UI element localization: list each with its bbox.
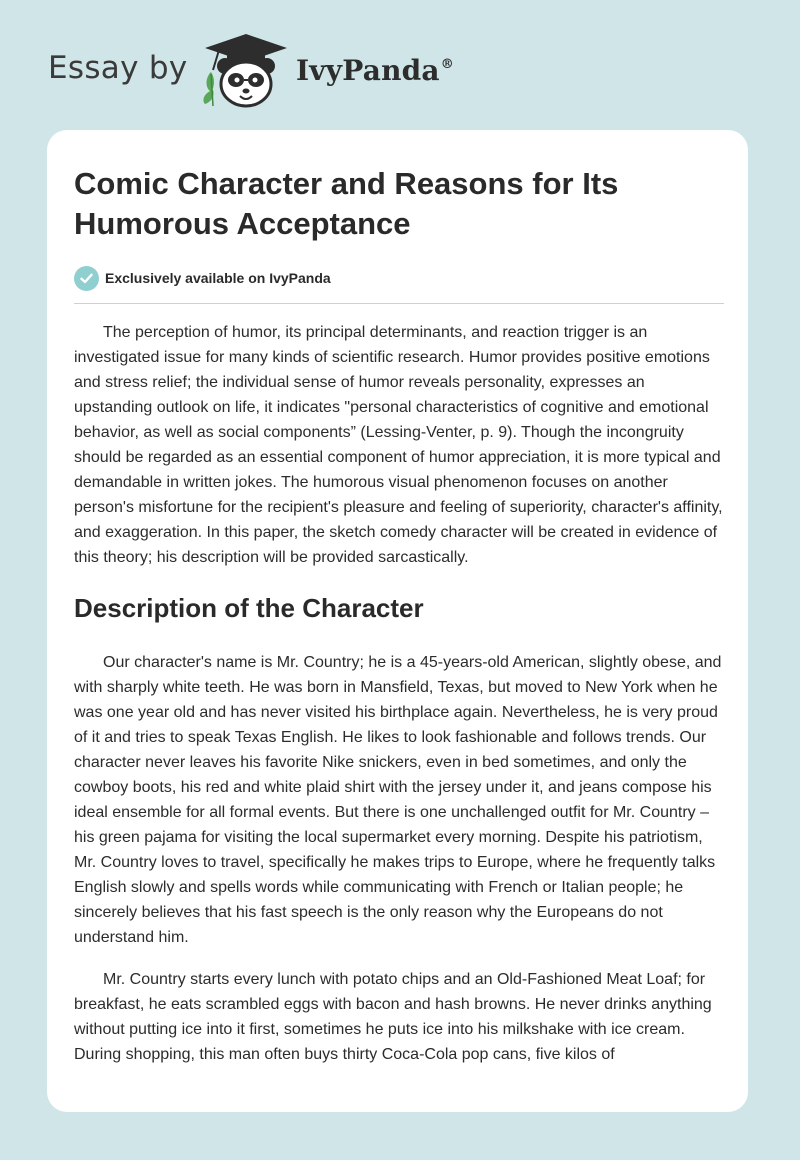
essay-content	[74, 164, 724, 1067]
exclusive-badge-text: Exclusively available on IvyPanda	[105, 270, 331, 286]
title-divider	[74, 303, 724, 304]
intro-paragraph: The perception of humor, its principal determinants, and reaction trigger is an investigated issue for many kinds of scientific research. Humor provides positive emotions and stress relief; the individual sense of humor reveals personality, expresses an upstanding outlook on life, it indicates "personal characteristics of cognitive and emotional behavior, as well as social components” (Lessing-Venter, p. 9). Though the incongruity should be regarded as an essential component of humor appreciation, it is more typical and demandable in written jokes. The humorous visual phenomenon focuses on another person's misfortune for the recipient's pleasure and feeling of superiority, character's affinity, and exaggeration. In this paper, the sketch comedy character will be created in evidence of this theory; his description will be provided sarcastically.	[74, 324, 723, 566]
essay-by-label: Essay by	[48, 50, 188, 86]
brand-name-text: IvyPanda	[296, 54, 440, 87]
registered-mark: ®	[440, 56, 454, 72]
essay-card	[47, 130, 748, 1112]
brand-name[interactable]	[296, 54, 454, 87]
section-paragraph-2: Mr. Country starts every lunch with potato chips and an Old-Fashioned Meat Loaf; for breakfast, he eats scrambled eggs with bacon and hash browns. He never drinks anything without putting ice into it first, sometimes he puts ice into his milkshake with ice cream. During shopping, this man often buys thirty Coca-Cola pop cans, five kilos of	[74, 971, 712, 1063]
check-icon	[74, 266, 99, 291]
brand-header	[0, 0, 800, 130]
section-heading: Description of the Character	[74, 593, 424, 623]
exclusive-badge	[74, 265, 724, 291]
section-paragraph-1: Our character's name is Mr. Country; he is a 45-years-old American, slightly obese, and with sharply white teeth. He was born in Mansfield, Texas, but moved to New York when he was one year old and has never visited his birthplace again. Nevertheless, he is very proud of it and tries to speak Texas English. He likes to look fashionable and follows trends. Our character never leaves his favorite Nike snickers, even in bed sometimes, and only the cowboy boots, his red and white plaid shirt with the jersey under it, and jeans compose his ideal ensemble for all formal events. But there is one unchallenged outfit for Mr. Country – his green pajama for visiting the local supermarket every morning. Despite his patriotism, Mr. Country loves to travel, specifically he makes trips to Europe, where he frequently talks English slowly and spells words while communicating with French or Italian people; he sincerely believes that his fast speech is the only reason why the Europeans do not understand him.	[74, 654, 722, 946]
panda-logo-icon[interactable]	[199, 32, 293, 110]
essay-title: Comic Character and Reasons for Its Humorous Acceptance	[74, 166, 619, 241]
